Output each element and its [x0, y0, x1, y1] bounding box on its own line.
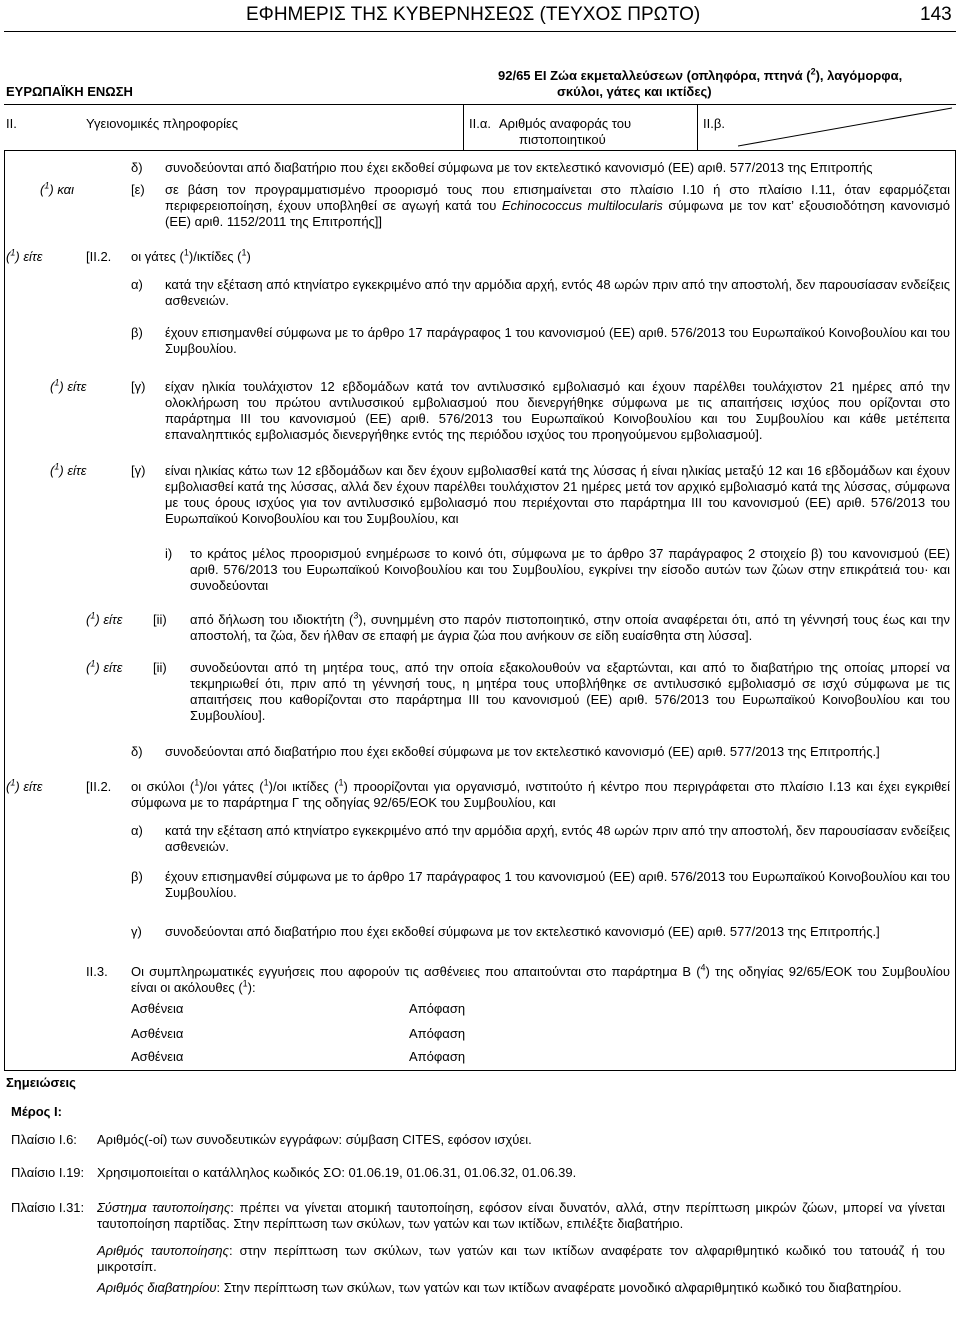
p10-marker: [ii): [153, 660, 167, 675]
p6-marker: [γ): [131, 379, 146, 394]
section-rule-mid: [4, 150, 956, 151]
note-3-label: Πλαίσιο I.31:: [11, 1200, 85, 1215]
p10-text: συνοδεύονται από τη μητέρα τους, από την οποία εξακολουθούν να εξαρτώνται, και από το διαβατήριο της οποίας μπορεί να τεκμηριωθεί ότι, πριν από τη γέννησή τους, η μητέρα τους υποβλήθηκε σε αντιλυσσικό εμβολιασμό σε ισχύ σύμφωνα με τις απαιτήσεις που καθορίζονται στο παράρτημα III του κανονισμού (ΕΕ) αριθ. 576/2013 του Ευρωπαϊκού Κοινοβουλίου και του Συμβουλίου].: [190, 660, 950, 723]
certificate-code: [498, 68, 953, 84]
p6-note: ($^1$) είτε: [50, 377, 87, 394]
section-IIa-title: Αριθμός αναφοράς του πιστοποιητικού: [499, 116, 632, 147]
note-3-text: Σύστημα ταυτοποίησης: πρέπει να γίνεται ατομική ταυτοποίηση, εφόσον είναι δυνατόν, αλλά, στην περίπτωση μικρών ζώων, μπορεί να γίνεται ταυτοποίηση παρτίδας. Στην περίπτωση των σκύλων, των γατών και των ικτίδων, επιλέξτε διαβατήριο.: [97, 1200, 945, 1231]
p4-text: κατά την εξέταση από κτηνίατρο εγκεκριμένο από την αρμόδια αρχή, εντός 48 ωρών πριν από την αποστολή, δεν παρουσίασαν ενδείξεις ασθενειών.: [165, 277, 950, 308]
p12-text: οι σκύλοι ($^1$)/οι γάτες ($^1$)/οι ικτίδες ($^1$) προορίζονται για οργανισμό, ινστιτούτο ή κέντρο που περιγράφεται στο πλαίσιο I.13 και έχει εγκριθεί σύμφωνα με το παράρτημα Γ της οδηγίας 92/65/ΕΟΚ του Συμβουλίου, και: [131, 777, 950, 810]
disease-row-3-decision: Απόφαση: [409, 1049, 466, 1064]
section-IIa: II.α.: [469, 116, 491, 131]
section-II: II.: [6, 116, 17, 131]
disease-row-2-disease: Ασθένεια: [131, 1026, 184, 1041]
notes-part: Μέρος I:: [11, 1104, 62, 1119]
certificate-code-prefix: 92/65 EI: [498, 68, 547, 83]
note-2-label: Πλαίσιο I.19:: [11, 1165, 85, 1180]
p8-text: το κράτος μέλος προορισμού ενημέρωσε το κοινό ότι, σύμφωνα με το άρθρο 37 παράγραφος 2 στοιχείο β) του κανονισμού (ΕΕ) αριθ. 576/2013 του Ευρωπαϊκού Κοινοβουλίου και του Συμβουλίου, εγκρίνει την είσοδο αυτών των ζώων στην επικράτειά του· και συνοδεύονται: [190, 546, 950, 593]
p5-text: έχουν επισημανθεί σύμφωνα με το άρθρο 17 παράγραφος 1 του κανονισμού (ΕΕ) αριθ. 576/2013 του Ευρωπαϊκού Κοινοβουλίου και του Συμβουλίου.: [165, 325, 950, 356]
p14-text: έχουν επισημανθεί σύμφωνα με το άρθρο 17 παράγραφος 1 του κανονισμού (ΕΕ) αριθ. 576/2013 του Ευρωπαϊκού Κοινοβουλίου και του Συμβουλίου.: [165, 869, 950, 900]
section-II-title: Υγειονομικές πληροφορίες: [86, 116, 239, 131]
note-1-label: Πλαίσιο I.6:: [11, 1132, 77, 1147]
p4-marker: α): [131, 277, 143, 292]
p3-text: οι γάτες ($^1$)/ικτίδες ($^1$): [131, 247, 251, 264]
p11-text: συνοδεύονται από διαβατήριο που έχει εκδοθεί σύμφωνα με τον εκτελεστικό κανονισμό (ΕΕ) αριθ. 577/2013 της Επιτροπής.]: [165, 744, 880, 759]
section-IIb: II.β.: [703, 116, 725, 131]
p15-text: συνοδεύονται από διαβατήριο που έχει εκδοθεί σύμφωνα με τον εκτελεστικό κανονισμό (ΕΕ) αριθ. 577/2013 της Επιτροπής.]: [165, 924, 880, 939]
p7-note: ($^1$) είτε: [50, 461, 87, 478]
note-4-text: Αριθμός ταυτοποίησης: στην περίπτωση των σκύλων, των γατών και των ικτίδων αναφέρατε τον αλφαριθμητικό κωδικό του τατουάζ ή του μικροτσίπ.: [97, 1243, 945, 1274]
p2-marker: [ε): [131, 182, 145, 197]
header-rule: [4, 31, 956, 32]
p12-note: ($^1$) είτε: [6, 777, 43, 794]
p12-marker: [II.2.: [86, 779, 112, 794]
p16-text: Οι συμπληρωματικές εγγυήσεις που αφορούν τις ασθένειες που απαιτούνται στο παράρτημα Β ($^4$) της οδηγίας 92/65/ΕΟΚ του Συμβουλίου είναι οι ακόλουθες ($^1$):: [131, 962, 951, 995]
p3-note: ($^1$) είτε: [6, 247, 43, 264]
p1-marker: δ): [131, 160, 143, 175]
disease-row-2-decision: Απόφαση: [409, 1026, 466, 1041]
p1-text: συνοδεύονται από διαβατήριο που έχει εκδοθεί σύμφωνα με τον εκτελεστικό κανονισμό (ΕΕ) αριθ. 577/2013 της Επιτροπής: [165, 160, 873, 175]
section-col-divider-2: [697, 105, 698, 150]
p16-marker: II.3.: [86, 964, 108, 979]
page-number: 143: [920, 4, 952, 25]
p6-text: είχαν ηλικία τουλάχιστον 12 εβδομάδων κατά τον αντιλυσσικό εμβολιασμό και έχουν παρέλθει τουλάχιστον 21 ημέρες από την ολοκλήρωση του πρώτου αντιλυσσικού εμβολιασμού που διενεργήθηκε σύμφωνα με τις απαιτήσεις ισχύος που ορίζονται στο παράρτημα III του κανονισμού (ΕΕ) αριθ. 576/2013 του Ευρωπαϊκού Κοινοβουλίου και του Συμβουλίου και κάθε μετέπειτα επαναληπτικός εμβολιασμός διενεργήθηκε εντός της περιόδου ισχύος του προηγούμενου εμβολιασμού].: [165, 379, 950, 442]
disease-row-3-disease: Ασθένεια: [131, 1049, 184, 1064]
p15-marker: γ): [131, 924, 142, 939]
note-2-text: Χρησιμοποιείται ο κατάλληλος κωδικός ΣΟ: 01.06.19, 01.06.31, 01.06.32, 01.06.39.: [97, 1165, 577, 1180]
p11-marker: δ): [131, 744, 143, 759]
note-5-text: Αριθμός διαβατηρίου: Στην περίπτωση των σκύλων, των γατών και των ικτίδων αναφέρατε μονοδικό αλφαριθμητικό κωδικό του διαβατηρίου.: [97, 1280, 902, 1295]
body-right-rule: [955, 150, 956, 1070]
p7-marker: [γ): [131, 463, 146, 478]
p9-marker: [ii): [153, 612, 167, 627]
section-col-divider-1: [463, 105, 464, 150]
p8-marker: i): [165, 546, 173, 561]
certificate-code-title-line2: σκύλοι, γάτες και ικτίδες): [557, 84, 712, 99]
notes-heading: Σημειώσεις: [6, 1075, 76, 1090]
p5-marker: β): [131, 325, 143, 340]
p13-text: κατά την εξέταση από κτηνίατρο εγκεκριμένο από την αρμόδια αρχή, εντός 48 ωρών πριν από την αποστολή, δεν παρουσίασαν ενδείξεις ασθενειών.: [165, 823, 950, 854]
p3-marker: [II.2.: [86, 249, 112, 264]
p14-marker: β): [131, 869, 143, 884]
disease-row-1-disease: Ασθένεια: [131, 1001, 184, 1016]
p9-text: από δήλωση του ιδιοκτήτη ($^3$), συνημμένη στο παρόν πιστοποιητικό, στην οποία αναφέρεται ότι, από τη γέννησή τους έως και την αποστολή, τα ζώα, δεν ήλθαν σε επαφή με άγρια ζώα που ανήκουν σε είδη ευαίσθητα στη λύσσα].: [190, 610, 950, 643]
note-1-text: Αριθμός(-οί) των συνοδευτικών εγγράφων: σύμβαση CITES, εφόσον ισχύει.: [97, 1132, 532, 1147]
p2-text: σε βάση τον προγραμματισμένο προορισμό τους που επισημαίνεται στο πλαίσιο I.10 ή στο πλαίσιο I.11, όταν εφαρμόζεται περιφερειοποίηση, έχουν υποβληθεί σε αγωγή κατά του Echinococcus multilocularis σύμφωνα με τον κατ’ εξουσιοδότηση κανονισμό (ΕΕ) αριθ. 1152/2011 της Επιτροπής]]: [165, 182, 950, 229]
body-bottom-rule: [4, 1070, 956, 1071]
section-rule-top: [4, 104, 956, 105]
certificate-code-title: Ζώα εκμεταλλεύσεων (οπληφόρα, πτηνά ($^2$), λαγόμορφα,: [550, 66, 903, 83]
p2-note: ($^1$) και: [40, 180, 74, 197]
eu-label: ΕΥΡΩΠΑΪΚΗ ΕΝΩΣΗ: [6, 84, 133, 99]
disease-row-1-decision: Απόφαση: [409, 1001, 466, 1016]
p9-note: ($^1$) είτε: [86, 610, 123, 627]
p7-text: είναι ηλικίας κάτω των 12 εβδομάδων και δεν έχουν εμβολιασθεί κατά της λύσσας ή είναι ηλικίας μεταξύ 12 και 16 εβδομάδων και έχουν εμβολιασθεί κατά της λύσσας, αλλά δεν έχουν παρέλθει τουλάχιστον 21 ημέρες μετά τον αρχικό εμβολιασμό κατά της λύσσας, σύμφωνα με τους όρους ισχύος για τον αντιλυσσικό εμβολιασμό που περιέχονται στο παράρτημα III του κανονισμού (ΕΕ) αριθ. 576/2013 του Ευρωπαϊκού Κοινοβουλίου και του Συμβουλίου, και: [165, 463, 950, 526]
section-IIb-diagonal: [738, 106, 956, 150]
body-left-rule: [4, 150, 5, 1070]
page-header-title: ΕΦΗΜΕΡΙΣ ΤΗΣ ΚΥΒΕΡΝΗΣΕΩΣ (ΤΕΥΧΟΣ ΠΡΩΤΟ): [246, 4, 701, 25]
p10-note: ($^1$) είτε: [86, 658, 123, 675]
p13-marker: α): [131, 823, 143, 838]
